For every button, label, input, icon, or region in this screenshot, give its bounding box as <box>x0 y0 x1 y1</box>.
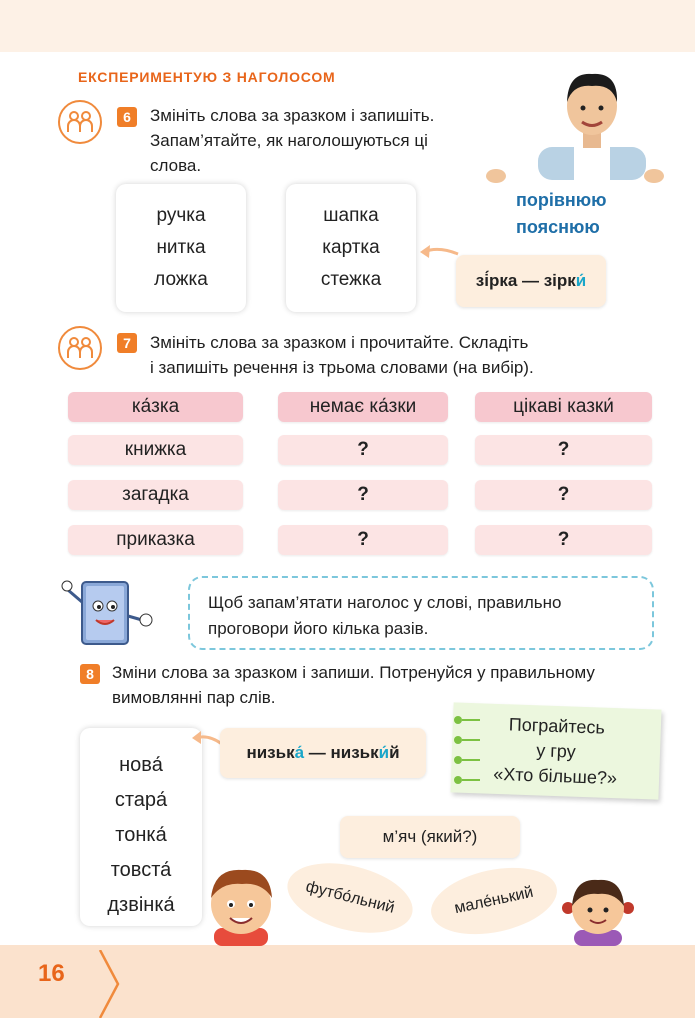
answer-cell: ? <box>475 480 652 510</box>
page-corner-icon <box>96 950 122 1018</box>
list-bullets-icon <box>444 712 484 792</box>
answer-cell: ? <box>278 480 448 510</box>
task6-text: Змініть слова за зразком і запишіть. Запам’ятайте, як наголошуються ці слова. <box>150 106 435 175</box>
sample-card-6: зірка — зірки́ <box>456 255 606 307</box>
girl-illustration <box>562 872 634 946</box>
game-note: Пограйтесь у гру «Хто більше?» <box>450 702 661 799</box>
table-header-cell: немає ка́зки <box>278 392 448 422</box>
word-card-left: ручка нитка ложка <box>116 184 246 312</box>
photo-hands <box>486 168 664 184</box>
arrow-left-icon <box>418 240 460 264</box>
table-cell: приказка <box>68 525 243 555</box>
boy-photo <box>528 62 656 180</box>
answer-cell: ? <box>278 435 448 465</box>
top-band <box>0 0 695 52</box>
prompt-card: м’яч (який?) <box>340 816 520 858</box>
task8-text: Зміни слова за зразком і запиши. Потренуйся у правильному вимовлянні пар слів. <box>112 663 595 707</box>
pair-work-icon <box>58 326 102 370</box>
task7-text: Змініть слова за зразком і прочитайте. Складіть і запишіть речення із трьома словами (на вибір). <box>150 333 534 377</box>
tip-box: Щоб запам’ятати наголос у слові, правильно проговори його кілька разів. <box>188 576 654 650</box>
table-header-cell: ка́зка <box>68 392 243 422</box>
task-number-8: 8 <box>80 664 100 684</box>
pair-work-icon <box>58 100 102 144</box>
word-card-right: шапка картка стежка <box>286 184 416 312</box>
table-cell: книжка <box>68 435 243 465</box>
task-number-7: 7 <box>117 333 137 353</box>
speech-bubble-left: футбо́льний <box>280 851 420 944</box>
table-header-cell: цікаві казки́ <box>475 392 652 422</box>
sample-card-8: низька́ — низьки́й <box>220 728 426 778</box>
speech-bubble-right: мале́нький <box>425 857 563 944</box>
boy-illustration <box>200 862 282 946</box>
arrow-left-icon <box>190 728 224 750</box>
table-cell: загадка <box>68 480 243 510</box>
page-number: 16 <box>38 960 65 987</box>
answer-cell: ? <box>278 525 448 555</box>
book-mascot-icon <box>60 572 160 650</box>
answer-cell: ? <box>475 525 652 555</box>
task-number-6: 6 <box>117 107 137 127</box>
section-title: ЕКСПЕРИМЕНТУЮ З НАГОЛОСОМ <box>78 69 336 85</box>
compare-label: порівнюю пояснюю <box>516 190 607 237</box>
word-card-task8: нова́ стара́ тонка́ товста́ дзвінка́ <box>80 728 202 926</box>
answer-cell: ? <box>475 435 652 465</box>
